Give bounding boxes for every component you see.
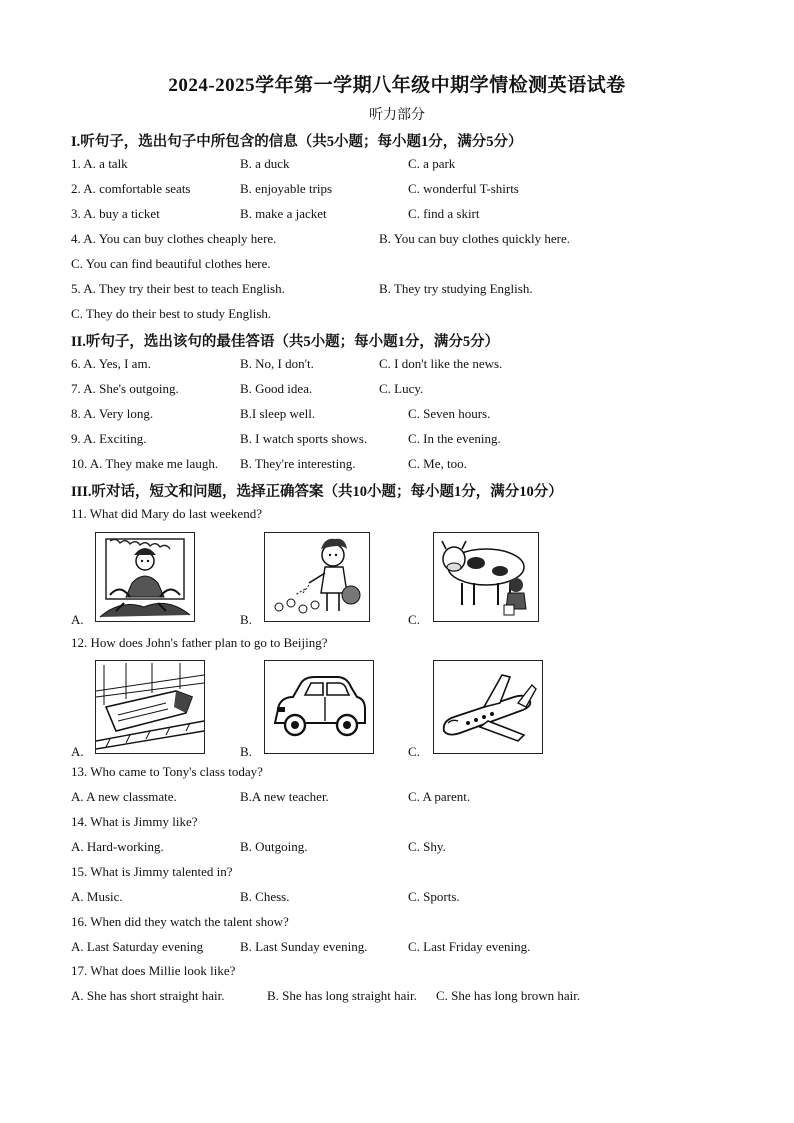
question-17: 17. What does Millie look like?	[71, 963, 236, 978]
option-c[interactable]: C. wonderful T-shirts	[408, 181, 519, 196]
option-c[interactable]: C. You can find beautiful clothes here.	[71, 256, 271, 271]
question-14: 14. What is Jimmy like?	[71, 814, 198, 829]
option-a[interactable]: 3. A. buy a ticket	[71, 206, 160, 221]
option-a[interactable]: A. A new classmate.	[71, 789, 177, 804]
option-b[interactable]: B. She has long straight hair.	[267, 988, 417, 1003]
option-a[interactable]: A. Music.	[71, 889, 123, 904]
option-b[interactable]: B. Chess.	[240, 889, 290, 904]
option-c-label[interactable]: C.	[408, 744, 420, 759]
car-icon	[265, 661, 373, 753]
option-a[interactable]: 2. A. comfortable seats	[71, 181, 191, 196]
option-b[interactable]: B.I sleep well.	[240, 406, 316, 421]
option-c[interactable]: C. a park	[408, 156, 456, 171]
section-heading-3: III.听对话，短文和问题，选择正确答案（共10小题；每小题1分，满分10分）	[71, 484, 563, 500]
girl-dancing-icon	[96, 533, 194, 621]
option-b[interactable]: B. make a jacket	[240, 206, 327, 221]
option-c[interactable]: C. find a skirt	[408, 206, 480, 221]
option-c[interactable]: C. Seven hours.	[408, 406, 491, 421]
airplane-icon	[434, 661, 542, 753]
option-a[interactable]: 1. A. a talk	[71, 156, 128, 171]
page-title: 2024-2025学年第一学期八年级中期学情检测英语试卷	[168, 75, 626, 96]
option-b[interactable]: B. They try studying English.	[379, 281, 533, 296]
option-a[interactable]: 10. A. They make me laugh.	[71, 456, 219, 471]
picture-train[interactable]	[95, 660, 205, 754]
option-b[interactable]: B. enjoyable trips	[240, 181, 333, 196]
girl-feeding-chicks-icon	[265, 533, 369, 621]
option-a[interactable]: 6. A. Yes, I am.	[71, 356, 151, 371]
option-c[interactable]: C. Last Friday evening.	[408, 939, 531, 954]
option-c-label[interactable]: C.	[408, 612, 420, 627]
option-c[interactable]: C. Lucy.	[379, 381, 424, 396]
option-c[interactable]: C. She has long brown hair.	[436, 988, 581, 1003]
train-icon	[96, 661, 204, 753]
option-a[interactable]: 9. A. Exciting.	[71, 431, 147, 446]
option-a[interactable]: 4. A. You can buy clothes cheaply here.	[71, 231, 277, 246]
option-a[interactable]: 5. A. They try their best to teach English.	[71, 281, 285, 296]
option-b[interactable]: B. a duck	[240, 156, 290, 171]
option-b[interactable]: B.A new teacher.	[240, 789, 329, 804]
option-b-label[interactable]: B.	[240, 612, 252, 627]
option-b-label[interactable]: B.	[240, 744, 252, 759]
question-15: 15. What is Jimmy talented in?	[71, 864, 233, 879]
option-b[interactable]: B. I watch sports shows.	[240, 431, 368, 446]
girl-milking-cow-icon	[434, 533, 538, 621]
option-a[interactable]: A. Hard-working.	[71, 839, 164, 854]
picture-car[interactable]	[264, 660, 374, 754]
option-c[interactable]: C. Me, too.	[408, 456, 467, 471]
question-12-pictures	[71, 658, 551, 758]
question-13: 13. Who came to Tony's class today?	[71, 764, 263, 779]
question-16: 16. When did they watch the talent show?	[71, 914, 289, 929]
question-12: 12. How does John's father plan to go to Beijing?	[71, 635, 328, 650]
option-a[interactable]: 7. A. She's outgoing.	[71, 381, 179, 396]
page-subtitle: 听力部分	[369, 108, 425, 123]
section-heading-1: I.听句子，选出句子中所包含的信息（共5小题；每小题1分，满分5分）	[71, 134, 523, 150]
option-c[interactable]: C. In the evening.	[408, 431, 501, 446]
option-c[interactable]: C. A parent.	[408, 789, 471, 804]
option-a[interactable]: A. Last Saturday evening	[71, 939, 204, 954]
option-c[interactable]: C. I don't like the news.	[379, 356, 503, 371]
option-b[interactable]: B. Good idea.	[240, 381, 313, 396]
option-a[interactable]: A. She has short straight hair.	[71, 988, 225, 1003]
option-a-label[interactable]: A.	[71, 744, 84, 759]
picture-milking-cow[interactable]	[433, 532, 539, 622]
picture-dancing-girl[interactable]	[95, 532, 195, 622]
question-11-pictures	[71, 530, 551, 630]
option-a[interactable]: 8. A. Very long.	[71, 406, 154, 421]
option-b[interactable]: B. Outgoing.	[240, 839, 308, 854]
option-c[interactable]: C. Shy.	[408, 839, 446, 854]
option-c[interactable]: C. They do their best to study English.	[71, 306, 272, 321]
option-b[interactable]: B. Last Sunday evening.	[240, 939, 368, 954]
picture-feeding-chicks[interactable]	[264, 532, 370, 622]
question-11: 11. What did Mary do last weekend?	[71, 506, 262, 521]
option-b[interactable]: B. You can buy clothes quickly here.	[379, 231, 571, 246]
option-c[interactable]: C. Sports.	[408, 889, 460, 904]
option-a-label[interactable]: A.	[71, 612, 84, 627]
option-b[interactable]: B. No, I don't.	[240, 356, 314, 371]
section-heading-2: II.听句子，选出该句的最佳答语（共5小题；每小题1分，满分5分）	[71, 334, 500, 350]
picture-airplane[interactable]	[433, 660, 543, 754]
option-b[interactable]: B. They're interesting.	[240, 456, 356, 471]
